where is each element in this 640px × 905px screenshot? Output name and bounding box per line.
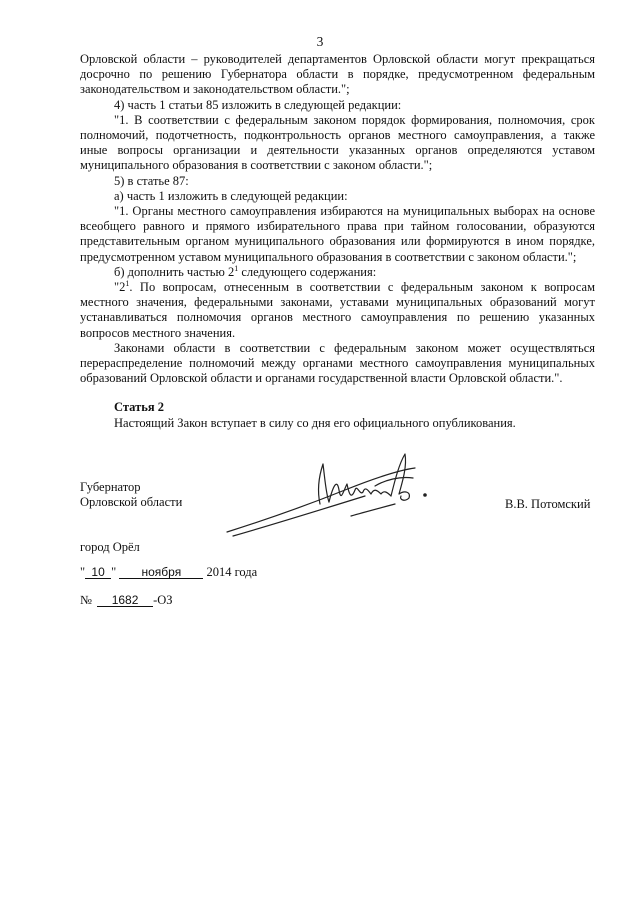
article-title: Статья 2: [114, 400, 164, 415]
paragraph-text: "2: [114, 280, 126, 295]
paragraph: а) часть 1 изложить в следующей редакции:: [114, 188, 348, 203]
paragraph-text: . По вопросам, отнесенным в соответствии с федеральным законом к вопросам местного значения, федеральными законами, уставами муниципальных образований могут устанавливаться полномочия органов местного самоуправления по решению указанных вопросов местного значения.: [80, 280, 595, 340]
handwritten-signature: [225, 450, 440, 545]
paragraph: 5) в статье 87:: [114, 173, 189, 188]
law-number-value: 1682: [97, 594, 153, 607]
paragraph: [80, 280, 595, 341]
paragraph-text: б) дополнить частью 2: [114, 264, 235, 279]
article-text: Настоящий Закон вступает в силу со дня его официального опубликования.: [114, 415, 516, 430]
paragraph: 4) часть 1 статьи 85 изложить в следующей редакции:: [114, 97, 402, 112]
superscript: 1: [125, 278, 130, 288]
paragraph: "1. Органы местного самоуправления избираются на муниципальных выборах на основе всеобщего равного и прямого избирательного права при тайном голосовании, образуются представительным органом муниципального образования или формируются в ином порядке, предусмотренном уставом муниципального образования в соответствии с законом области.";: [80, 204, 595, 264]
date-month: ноября: [119, 566, 203, 579]
date-year: 2014 года: [206, 565, 258, 579]
paragraph-text: следующего содержания:: [238, 264, 377, 279]
position-line: Орловской области: [80, 495, 183, 510]
quote-mark: ": [111, 565, 117, 579]
quote-mark: ": [80, 565, 86, 579]
superscript: 1: [234, 263, 239, 273]
paragraph: Законами области в соответствии с федеральным законом может осуществляться перераспределение полномочий между органами местного самоуправления муниципальных образований Орловской области и органами государственной власти Орловской области.".: [80, 340, 595, 386]
page-number: 3: [316, 34, 324, 49]
document-date: [80, 565, 257, 580]
date-day: 10: [85, 566, 111, 579]
position-line: Губернатор: [80, 480, 141, 494]
number-sign: №: [80, 593, 92, 607]
paragraph: [80, 265, 595, 280]
law-number-suffix: -ОЗ: [153, 593, 173, 607]
paragraph: Орловской области – руководителей департаментов Орловской области могут прекращаться досрочно по решению Губернатора области в порядке, предусмотренном федеральным законодательством и законодательством области.";: [80, 52, 595, 97]
law-number: [80, 593, 173, 608]
document-body: [80, 52, 595, 431]
signatory-name: В.В. Потомский: [505, 497, 591, 511]
paragraph: "1. В соответствии с федеральным законом порядок формирования, полномочия, срок полномочий, подотчетность, подконтрольность органов местного самоуправления, а также иные вопросы организации и деятельности указанных органов определяются уставом муниципального образования в соответствии с законом области.";: [80, 112, 595, 173]
signatory-position: [80, 480, 182, 510]
city: город Орёл: [80, 540, 140, 554]
